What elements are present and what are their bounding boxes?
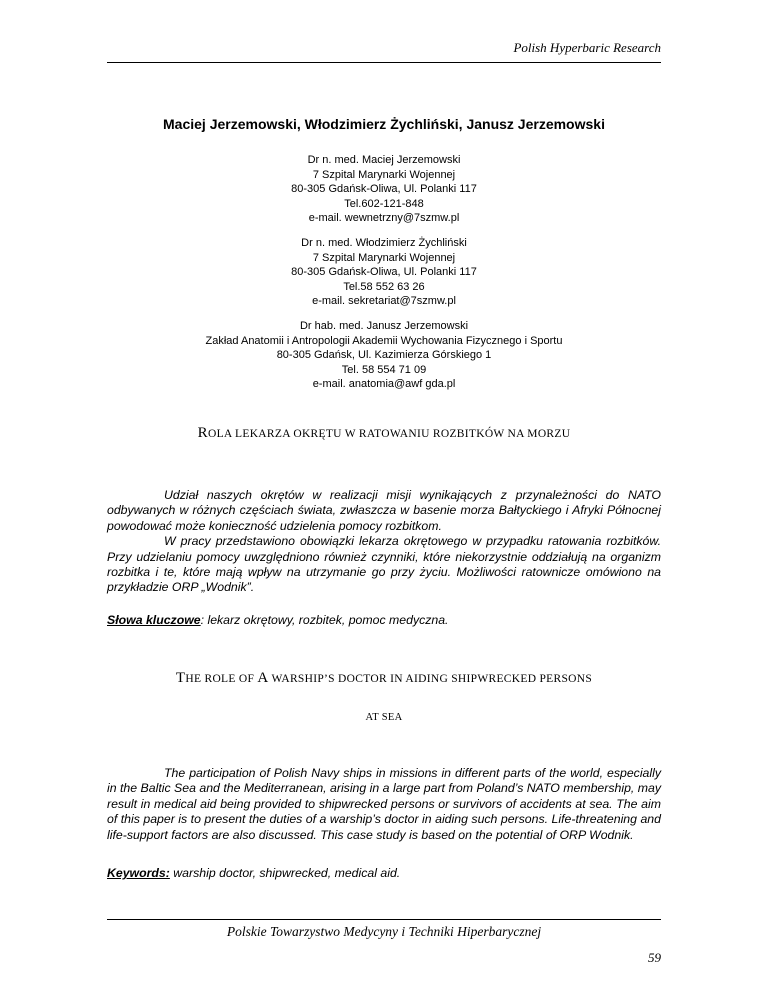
english-title-line-2: AT SEA <box>365 712 403 723</box>
affiliation-1 <box>0 153 768 226</box>
english-abstract-paragraph: The participation of Polish Navy ships in missions in different parts of the world, especially in the Baltic Sea and the Mediterranean, arising in a large part from Poland’s NATO membership, may result in medical aid being provided to shipwrecked persons or survivors of accidents at sea. The aim of this paper is to present the duties of a warship’s doctor in aiding such persons. Life-threatening and life-support factors are also discussed. This case study is based on the potential of ORP Wodnik. <box>107 766 661 842</box>
english-title-initial: T <box>175 670 186 686</box>
english-keywords-text: warship doctor, shipwrecked, medical aid. <box>169 866 401 880</box>
footer-journal-name: Polskie Towarzystwo Medycyny i Techniki Hiperbarycznej <box>226 924 542 939</box>
polish-keywords <box>107 613 661 627</box>
english-title-part: WARSHIP’S DOCTOR IN AIDING SHIPWRECKED PERSONS <box>268 673 593 685</box>
polish-abstract-paragraph: Udział naszych okrętów w realizacji misji wynikających z przynależności do NATO odbywanych w różnych częściach świata, zwłaszcza w basenie morza Bałtyckiego i Afryki Północnej powodować może konieczność udzielenia pomocy rozbitkom. <box>107 488 661 533</box>
affiliation-line: 7 Szpital Marynarki Wojennej <box>312 168 456 181</box>
english-title-initial: A <box>257 670 269 686</box>
affiliation-email: e-mail. anatomia@awf gda.pl <box>312 378 456 390</box>
polish-keywords-text: : lekarz okrętowy, rozbitek, pomoc medyczna. <box>200 613 449 627</box>
polish-keywords-label: Słowa kluczowe <box>107 613 201 627</box>
footer-rule <box>107 919 661 920</box>
polish-abstract-paragraph: W pracy przedstawiono obowiązki lekarza okrętowego w przypadku ratowania rozbitków. Przy udzielaniu pomocy uwzględniono również czynniki, które niekorzystnie oddziałują na organizm rozbitka i te, które mają wpływ na utrzymanie go przy życiu. Możliwości ratownicze omówiono na przykładzie ORP „Wodnik”. <box>107 534 661 595</box>
affiliation-email: e-mail. sekretariat@7szmw.pl <box>312 295 456 307</box>
author-list: Maciej Jerzemowski, Włodzimierz Żychliński, Janusz Jerzemowski <box>163 116 605 132</box>
affiliation-line: Dr hab. med. Janusz Jerzemowski <box>299 320 469 332</box>
english-title <box>0 670 768 687</box>
polish-title-rest: OLA LEKARZA OKRĘTU W RATOWANIU ROZBITKÓW NA MORZU <box>207 428 571 440</box>
affiliation-3 <box>0 319 768 392</box>
affiliation-line: 80-305 Gdańsk-Oliwa, Ul. Polanki 117 <box>291 183 477 195</box>
polish-title-initial: R <box>197 425 208 441</box>
english-keywords-label: Keywords: <box>107 866 170 880</box>
affiliation-line: Tel. 58 554 71 09 <box>341 363 427 376</box>
page-number: 59 <box>648 950 661 965</box>
affiliation-line: Dr n. med. Maciej Jerzemowski <box>307 154 461 166</box>
affiliation-line: 80-305 Gdańsk, Ul. Kazimierza Górskiego 1 <box>276 349 492 361</box>
english-keywords <box>107 866 661 880</box>
english-title-part: HE ROLE OF <box>185 673 258 685</box>
affiliation-line: 7 Szpital Marynarki Wojennej <box>312 251 456 264</box>
affiliation-line: Tel.602-121-848 <box>344 197 424 210</box>
header-rule <box>107 62 661 63</box>
affiliation-line: Zakład Anatomii i Antropologii Akademii Wychowania Fizycznego i Sportu <box>205 334 563 347</box>
affiliation-line: Tel.58 552 63 26 <box>343 280 425 293</box>
affiliation-email: e-mail. wewnetrzny@7szmw.pl <box>308 212 460 224</box>
english-abstract <box>107 766 661 843</box>
polish-title <box>0 425 768 442</box>
affiliation-line: Dr n. med. Włodzimierz Żychliński <box>301 237 467 249</box>
polish-abstract <box>107 488 661 596</box>
affiliation-2 <box>0 236 768 309</box>
affiliation-line: 80-305 Gdańsk-Oliwa, Ul. Polanki 117 <box>291 266 477 278</box>
running-header: Polish Hyperbaric Research <box>513 40 661 55</box>
